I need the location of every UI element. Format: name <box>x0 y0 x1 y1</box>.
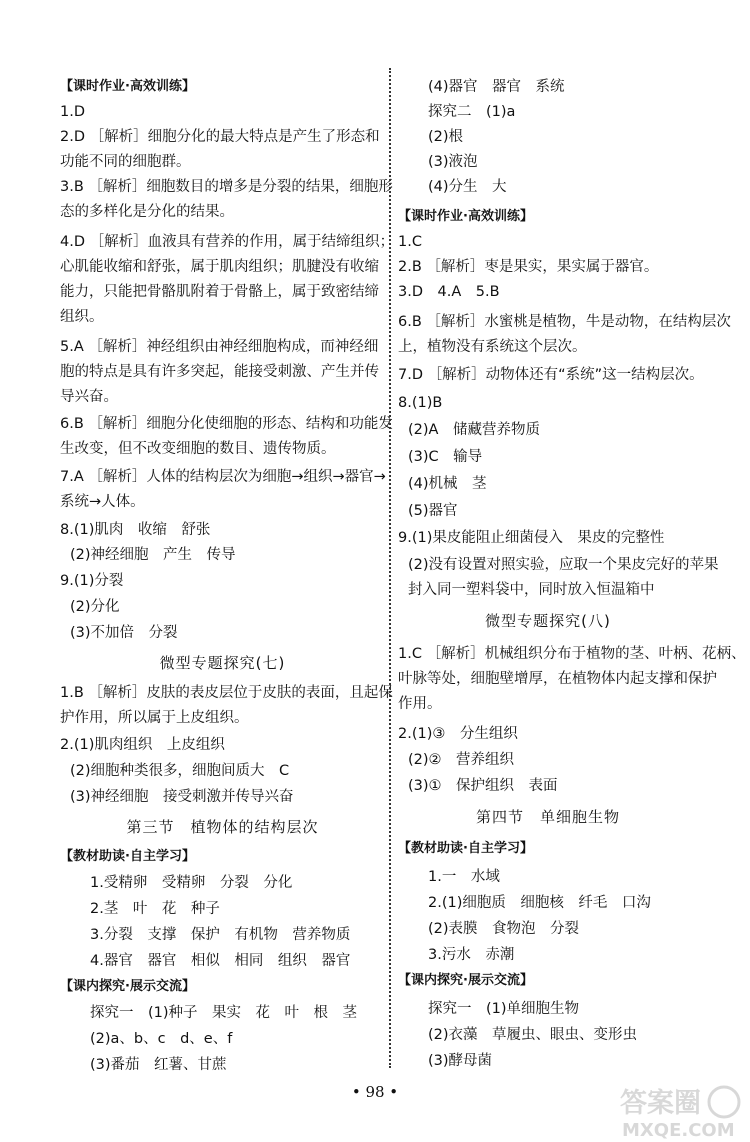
answer-line: 1.B ［解析］皮肤的表皮层位于皮肤的表面，且起保 <box>60 685 393 701</box>
answer-line: 上，植物没有系统这个层次。 <box>398 339 587 355</box>
answer-line: 探究二 (1)a <box>428 104 516 120</box>
answer-line: 7.A ［解析］人体的结构层次为细胞→组织→器官→ <box>60 469 386 485</box>
watermark-logo <box>618 1082 746 1140</box>
answer-line: 心肌能收缩和舒张，属于肌肉组织；肌腱没有收缩 <box>60 259 379 275</box>
answer-line: 1.一 水域 <box>428 869 500 885</box>
section-header: 【课内探究·展示交流】 <box>398 973 533 988</box>
answer-line: 生改变，但不改变细胞的数目、遗传物质。 <box>60 441 336 457</box>
answer-line: 封入同一塑料袋中，同时放入恒温箱中 <box>408 582 655 598</box>
answer-line: 4.器官 器官 相似 相同 组织 器官 <box>90 953 351 969</box>
answer-line: 8.(1)肌肉 收缩 舒张 <box>60 522 211 538</box>
section-header: 【教材助读·自主学习】 <box>398 841 533 856</box>
answer-line: (2)分化 <box>70 599 120 615</box>
answer-line: 3.分裂 支撑 保护 有机物 营养物质 <box>90 927 351 943</box>
answer-line: 2.B ［解析］枣是果实，果实属于器官。 <box>398 259 659 275</box>
section-title: 第三节 植物体的结构层次 <box>126 818 319 836</box>
answer-line: 系统→人体。 <box>60 494 145 510</box>
answer-line: 2.(1)③ 分生组织 <box>398 726 518 742</box>
answer-line: 4.D ［解析］血液具有营养的作用，属于结缔组织； <box>60 234 395 250</box>
section-title: 微型专题探究(八) <box>485 612 611 630</box>
answer-line: (2)a、b、c d、e、f <box>90 1031 233 1047</box>
answer-line: 3.B ［解析］细胞数目的增多是分裂的结果，细胞形 <box>60 179 393 195</box>
answer-line: 态的多样化是分化的结果。 <box>60 204 234 220</box>
answer-line: 功能不同的细胞群。 <box>60 154 191 170</box>
watermark-url: MXQE.COM <box>622 1120 735 1140</box>
answer-line: (3)不加倍 分裂 <box>70 625 178 641</box>
answer-line: 6.B ［解析］水蜜桃是植物，牛是动物，在结构层次 <box>398 314 731 330</box>
answer-line: (4)机械 茎 <box>408 476 487 492</box>
section-header: 【课内探究·展示交流】 <box>60 979 195 994</box>
section-header: 【教材助读·自主学习】 <box>60 849 195 864</box>
answer-line: 能力，只能把骨骼肌附着于骨骼上，属于致密结缔 <box>60 284 379 300</box>
answer-line: (3)液泡 <box>428 154 478 170</box>
answer-line: 3.污水 赤潮 <box>428 947 515 963</box>
answer-line: (2)神经细胞 产生 传导 <box>70 547 236 563</box>
answer-line: 7.D ［解析］动物体还有“系统”这一结构层次。 <box>398 367 704 383</box>
column-divider <box>389 68 391 1068</box>
answer-line: 2.D ［解析］细胞分化的最大特点是产生了形态和 <box>60 129 380 145</box>
section-header: 【课时作业·高效训练】 <box>60 79 195 94</box>
watermark-title: 答案圈 <box>620 1088 701 1119</box>
answer-line: 1.D <box>60 104 85 120</box>
answer-line: (2)没有设置对照实验，应取一个果皮完好的苹果 <box>408 557 719 573</box>
answer-line: 9.(1)分裂 <box>60 573 124 589</box>
answer-line: (3)神经细胞 接受刺激并传导兴奋 <box>70 789 294 805</box>
answer-line: 6.B ［解析］细胞分化使细胞的形态、结构和功能发 <box>60 416 393 432</box>
answer-line: (2)衣藻 草履虫、眼虫、变形虫 <box>428 1027 638 1043</box>
section-title: 微型专题探究(七) <box>159 654 286 672</box>
answer-line: 护作用，所以属于上皮组织。 <box>60 710 249 726</box>
answer-line: 1.C <box>398 234 422 250</box>
left-column <box>60 0 395 1142</box>
answer-line: (3)酵母菌 <box>428 1053 493 1069</box>
answer-line: 导兴奋。 <box>60 389 118 405</box>
answer-line: 9.(1)果皮能阻止细菌侵入 果皮的完整性 <box>398 530 665 546</box>
answer-line: (3)① 保护组织 表面 <box>408 778 558 794</box>
answer-line: 2.(1)肌肉组织 上皮组织 <box>60 737 225 753</box>
answer-line: 2.(1)细胞质 细胞核 纤毛 口沟 <box>428 895 651 911</box>
answer-line: (3)C 输导 <box>408 449 483 465</box>
page-number: • 98 • <box>351 1083 399 1101</box>
answer-line: (5)器官 <box>408 503 458 519</box>
answer-line: 探究一 (1)种子 果实 花 叶 根 茎 <box>90 1005 358 1021</box>
answer-line: 叶脉等处，细胞壁增厚，在植物体内起支撑和保护 <box>398 671 717 687</box>
answer-line: 组织。 <box>60 309 104 325</box>
answer-line: (4)器官 器官 系统 <box>428 79 565 95</box>
answer-line: 5.A ［解析］神经组织由神经细胞构成，而神经细 <box>60 339 379 355</box>
section-header: 【课时作业·高效训练】 <box>398 209 533 224</box>
answer-line: 作用。 <box>398 696 442 712</box>
answer-line: 1.C ［解析］机械组织分布于植物的茎、叶柄、花柄、 <box>398 646 746 662</box>
answer-line: 3.D 4.A 5.B <box>398 284 500 300</box>
answer-line: (2)② 营养组织 <box>408 752 515 768</box>
answer-line: (3)番茄 红薯、甘蔗 <box>90 1057 227 1073</box>
answer-line: 1.受精卵 受精卵 分裂 分化 <box>90 875 293 891</box>
answer-line: (2)表膜 食物泡 分裂 <box>428 921 580 937</box>
answer-line: 8.(1)B <box>398 395 443 411</box>
answer-line: (2)A 储藏营养物质 <box>408 422 540 438</box>
right-column <box>398 0 746 1142</box>
answer-line: 探究一 (1)单细胞生物 <box>428 1001 580 1017</box>
section-title: 第四节 单细胞生物 <box>475 808 620 826</box>
answer-line: (2)细胞种类很多，细胞间质大 C <box>70 763 290 779</box>
answer-line: (4)分生 大 <box>428 179 507 195</box>
answer-line: 胞的特点是具有许多突起，能接受刺激、产生并传 <box>60 364 379 380</box>
answer-line: (2)根 <box>428 129 464 145</box>
answer-line: 2.茎 叶 花 种子 <box>90 901 220 917</box>
